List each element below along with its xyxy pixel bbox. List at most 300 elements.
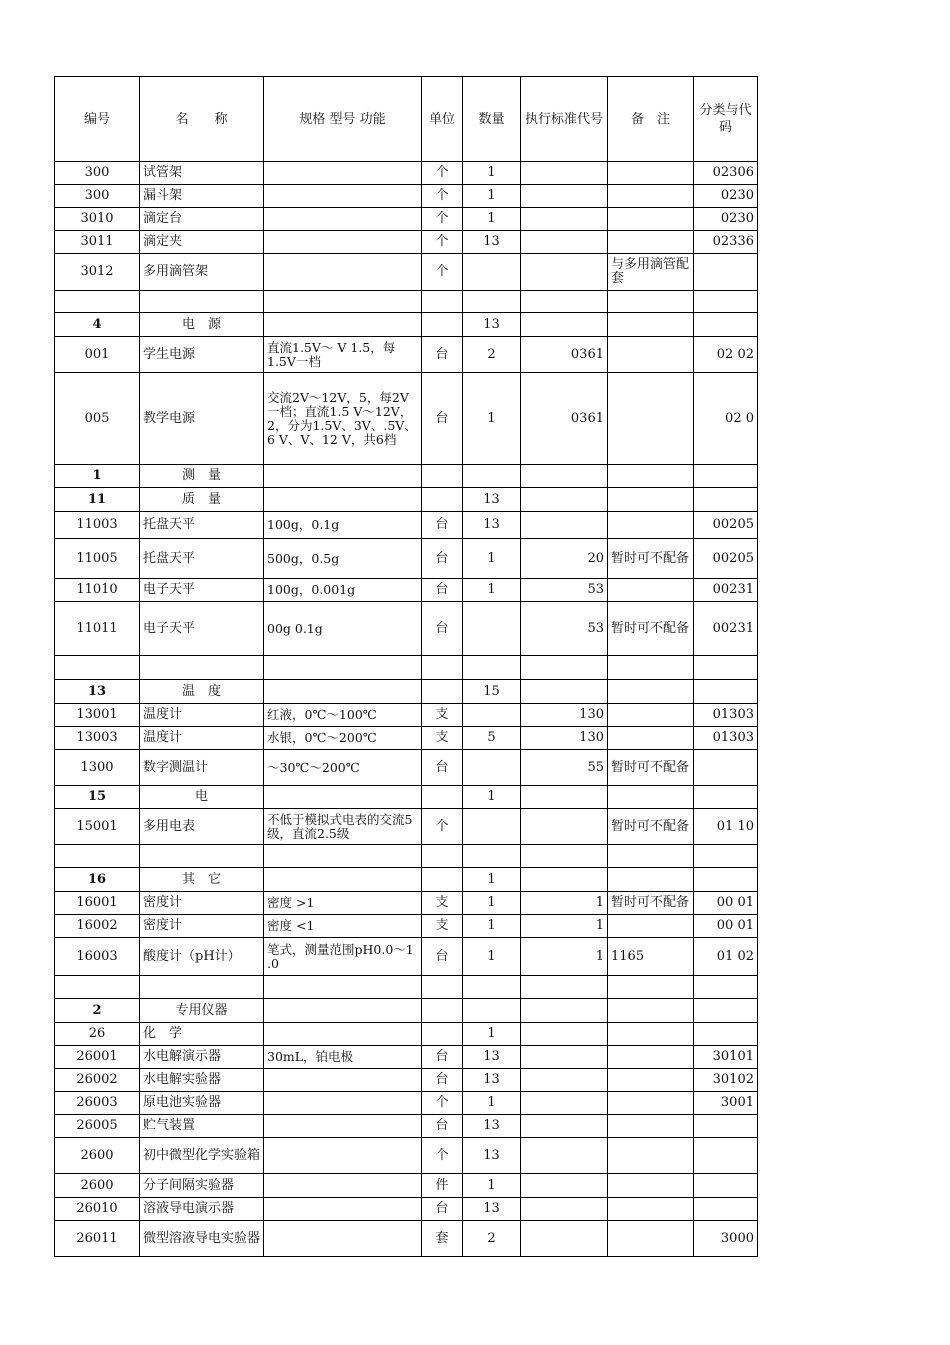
cell-name [140, 976, 264, 999]
cell-code [55, 845, 140, 868]
cell-unit [422, 999, 463, 1023]
cell-unit: 台 [422, 750, 463, 786]
cell-spec [264, 1069, 422, 1092]
cell-standard [521, 1115, 608, 1138]
cell-quantity: 1 [463, 373, 521, 465]
cell-code: 001 [55, 337, 140, 373]
table-row [55, 1115, 758, 1138]
cell-unit: 个 [422, 185, 463, 208]
cell-name: 多用滴管架 [140, 254, 264, 291]
cell-unit [422, 680, 463, 704]
cell-category-code [694, 786, 758, 809]
table-row [55, 1046, 758, 1069]
cell-quantity [463, 465, 521, 488]
cell-category-code [694, 656, 758, 680]
cell-quantity [463, 750, 521, 786]
table-row [55, 539, 758, 579]
table-row [55, 373, 758, 465]
cell-quantity: 1 [463, 185, 521, 208]
cell-code: 26003 [55, 1092, 140, 1115]
cell-category-code: 01303 [694, 704, 758, 727]
blank-row [55, 845, 758, 868]
cell-code: 3011 [55, 231, 140, 254]
cell-code: 26 [55, 1023, 140, 1046]
cell-code: 11011 [55, 602, 140, 656]
cell-code: 300 [55, 162, 140, 185]
cell-code: 16003 [55, 938, 140, 976]
cell-category-code [694, 750, 758, 786]
cell-quantity: 2 [463, 337, 521, 373]
cell-spec [264, 162, 422, 185]
cell-standard [521, 1069, 608, 1092]
cell-category-code [694, 1174, 758, 1198]
cell-standard [521, 845, 608, 868]
cell-category-code: 00 01 [694, 915, 758, 938]
cell-code: 26011 [55, 1221, 140, 1257]
cell-standard: 130 [521, 727, 608, 750]
cell-quantity: 13 [463, 1115, 521, 1138]
cell-remark [608, 704, 694, 727]
cell-spec [264, 1092, 422, 1115]
cell-unit: 台 [422, 512, 463, 539]
cell-remark [608, 786, 694, 809]
cell-name: 温 度 [140, 680, 264, 704]
table-row [55, 231, 758, 254]
cell-category-code [694, 254, 758, 291]
cell-unit: 台 [422, 337, 463, 373]
table-row [55, 185, 758, 208]
table-row [55, 512, 758, 539]
table-row [55, 208, 758, 231]
cell-quantity: 13 [463, 231, 521, 254]
table-row [55, 1092, 758, 1115]
category-row [55, 999, 758, 1023]
cell-remark [608, 1069, 694, 1092]
category-row [55, 868, 758, 892]
cell-unit [422, 868, 463, 892]
cell-code: 2 [55, 999, 140, 1023]
cell-spec: 30mL，铂电极 [264, 1046, 422, 1069]
cell-quantity: 13 [463, 1069, 521, 1092]
cell-code: 13003 [55, 727, 140, 750]
cell-unit: 个 [422, 231, 463, 254]
header-quantity: 数量 [463, 77, 521, 162]
cell-name: 水电解实验器 [140, 1069, 264, 1092]
cell-quantity: 1 [463, 1174, 521, 1198]
category-row [55, 1023, 758, 1046]
cell-unit: 支 [422, 704, 463, 727]
cell-remark [608, 1198, 694, 1221]
cell-remark [608, 1221, 694, 1257]
cell-remark [608, 313, 694, 337]
cell-category-code [694, 680, 758, 704]
cell-standard [521, 809, 608, 845]
cell-name: 化 学 [140, 1023, 264, 1046]
cell-unit: 个 [422, 208, 463, 231]
cell-spec: ～30℃～200℃ [264, 750, 422, 786]
cell-quantity: 1 [463, 915, 521, 938]
cell-remark [608, 845, 694, 868]
cell-quantity [463, 976, 521, 999]
cell-standard [521, 1046, 608, 1069]
cell-name: 托盘天平 [140, 539, 264, 579]
cell-quantity: 1 [463, 539, 521, 579]
table-row [55, 1198, 758, 1221]
cell-quantity [463, 845, 521, 868]
category-row [55, 680, 758, 704]
cell-remark [608, 162, 694, 185]
cell-quantity [463, 809, 521, 845]
table-row [55, 1221, 758, 1257]
cell-remark [608, 291, 694, 313]
cell-quantity: 1 [463, 868, 521, 892]
cell-quantity [463, 999, 521, 1023]
cell-category-code: 3001 [694, 1092, 758, 1115]
cell-unit: 支 [422, 915, 463, 938]
cell-remark [608, 1092, 694, 1115]
cell-unit [422, 488, 463, 512]
cell-name: 微型溶液导电实验器 [140, 1221, 264, 1257]
cell-remark: 暂时可不配备 [608, 750, 694, 786]
cell-standard [521, 488, 608, 512]
cell-standard [521, 1174, 608, 1198]
equipment-table [54, 76, 758, 1257]
cell-remark [608, 999, 694, 1023]
cell-name [140, 656, 264, 680]
cell-quantity: 1 [463, 786, 521, 809]
cell-unit: 台 [422, 1198, 463, 1221]
cell-name: 电 源 [140, 313, 264, 337]
table-row [55, 1069, 758, 1092]
cell-name: 数字测温计 [140, 750, 264, 786]
cell-quantity: 2 [463, 1221, 521, 1257]
cell-code [55, 291, 140, 313]
cell-spec: 水银，0℃～200℃ [264, 727, 422, 750]
cell-unit: 台 [422, 602, 463, 656]
cell-remark: 与多用滴管配套 [608, 254, 694, 291]
cell-unit: 台 [422, 1115, 463, 1138]
category-row [55, 465, 758, 488]
blank-row [55, 976, 758, 999]
cell-spec [264, 868, 422, 892]
cell-remark [608, 579, 694, 602]
cell-remark [608, 337, 694, 373]
cell-category-code: 02336 [694, 231, 758, 254]
cell-standard [521, 512, 608, 539]
cell-spec [264, 488, 422, 512]
cell-remark [608, 1138, 694, 1174]
cell-category-code: 00205 [694, 512, 758, 539]
cell-spec: 100g，0.1g [264, 512, 422, 539]
cell-standard [521, 1198, 608, 1221]
cell-standard [521, 1221, 608, 1257]
cell-standard [521, 656, 608, 680]
table-row [55, 602, 758, 656]
blank-row [55, 291, 758, 313]
cell-name: 多用电表 [140, 809, 264, 845]
cell-quantity [463, 704, 521, 727]
cell-quantity: 15 [463, 680, 521, 704]
cell-category-code: 30101 [694, 1046, 758, 1069]
cell-name: 试管架 [140, 162, 264, 185]
cell-code: 005 [55, 373, 140, 465]
cell-spec: 红液，0℃～100℃ [264, 704, 422, 727]
cell-spec [264, 999, 422, 1023]
cell-name: 原电池实验器 [140, 1092, 264, 1115]
cell-standard: 0361 [521, 337, 608, 373]
cell-name: 贮气装置 [140, 1115, 264, 1138]
cell-code: 13 [55, 680, 140, 704]
cell-code: 16002 [55, 915, 140, 938]
cell-name: 初中微型化学实验箱 [140, 1138, 264, 1174]
cell-spec [264, 1115, 422, 1138]
cell-name: 质 量 [140, 488, 264, 512]
cell-code: 4 [55, 313, 140, 337]
cell-remark [608, 231, 694, 254]
cell-spec: 00g 0.1g [264, 602, 422, 656]
cell-spec [264, 208, 422, 231]
cell-quantity: 5 [463, 727, 521, 750]
cell-name: 密度计 [140, 892, 264, 915]
cell-spec: 100g，0.001g [264, 579, 422, 602]
table-row [55, 1138, 758, 1174]
cell-unit: 套 [422, 1221, 463, 1257]
cell-unit: 个 [422, 254, 463, 291]
cell-spec [264, 1023, 422, 1046]
cell-category-code: 00205 [694, 539, 758, 579]
cell-unit: 个 [422, 1092, 463, 1115]
cell-name: 其 它 [140, 868, 264, 892]
cell-remark: 暂时可不配备 [608, 539, 694, 579]
cell-code: 3012 [55, 254, 140, 291]
cell-remark: 暂时可不配备 [608, 602, 694, 656]
cell-spec: 交流2V～12V，5，每2V一档；直流1.5 V～12V，2，分为1.5V、3V、.5V、6 V、V、12 V，共6档 [264, 373, 422, 465]
cell-name: 滴定夹 [140, 231, 264, 254]
cell-standard [521, 680, 608, 704]
cell-unit: 个 [422, 1138, 463, 1174]
cell-quantity: 13 [463, 313, 521, 337]
cell-category-code [694, 1115, 758, 1138]
cell-code: 15 [55, 786, 140, 809]
cell-standard: 1 [521, 892, 608, 915]
cell-standard [521, 1092, 608, 1115]
table-row [55, 915, 758, 938]
cell-remark [608, 976, 694, 999]
cell-unit: 支 [422, 727, 463, 750]
cell-code: 16001 [55, 892, 140, 915]
cell-unit [422, 976, 463, 999]
cell-unit: 个 [422, 809, 463, 845]
cell-code: 2600 [55, 1138, 140, 1174]
cell-code: 26005 [55, 1115, 140, 1138]
cell-category-code: 01 02 [694, 938, 758, 976]
cell-remark [608, 1023, 694, 1046]
cell-category-code: 02306 [694, 162, 758, 185]
header-remark: 备 注 [608, 77, 694, 162]
cell-spec [264, 313, 422, 337]
cell-remark [608, 1174, 694, 1198]
cell-unit [422, 465, 463, 488]
cell-standard: 53 [521, 602, 608, 656]
header-spec: 规格 型号 功能 [264, 77, 422, 162]
cell-unit: 台 [422, 373, 463, 465]
cell-category-code [694, 999, 758, 1023]
cell-category-code: 3000 [694, 1221, 758, 1257]
cell-standard: 55 [521, 750, 608, 786]
blank-row [55, 656, 758, 680]
table-row [55, 809, 758, 845]
cell-code [55, 656, 140, 680]
cell-code: 300 [55, 185, 140, 208]
cell-name: 电 [140, 786, 264, 809]
cell-remark [608, 488, 694, 512]
cell-category-code [694, 1138, 758, 1174]
cell-spec [264, 1138, 422, 1174]
cell-code: 26010 [55, 1198, 140, 1221]
cell-category-code: 01 10 [694, 809, 758, 845]
cell-unit [422, 291, 463, 313]
cell-name [140, 291, 264, 313]
cell-standard [521, 313, 608, 337]
cell-code: 11010 [55, 579, 140, 602]
cell-standard [521, 291, 608, 313]
cell-category-code: 00 01 [694, 892, 758, 915]
cell-standard: 1 [521, 938, 608, 976]
cell-quantity: 1 [463, 1092, 521, 1115]
cell-spec [264, 976, 422, 999]
cell-standard: 130 [521, 704, 608, 727]
cell-category-code [694, 976, 758, 999]
cell-remark [608, 680, 694, 704]
cell-standard [521, 999, 608, 1023]
cell-name: 托盘天平 [140, 512, 264, 539]
cell-standard [521, 1138, 608, 1174]
cell-name: 溶液导电演示器 [140, 1198, 264, 1221]
cell-code: 3010 [55, 208, 140, 231]
cell-spec [264, 845, 422, 868]
cell-unit: 件 [422, 1174, 463, 1198]
cell-spec: 500g，0.5g [264, 539, 422, 579]
cell-name: 分子间隔实验器 [140, 1174, 264, 1198]
cell-standard [521, 208, 608, 231]
cell-unit [422, 786, 463, 809]
cell-name: 教学电源 [140, 373, 264, 465]
cell-remark [608, 1115, 694, 1138]
cell-remark: 暂时可不配备 [608, 892, 694, 915]
cell-code: 2600 [55, 1174, 140, 1198]
cell-unit [422, 656, 463, 680]
cell-standard: 20 [521, 539, 608, 579]
cell-category-code: 02 0 [694, 373, 758, 465]
cell-unit: 台 [422, 539, 463, 579]
cell-standard [521, 185, 608, 208]
cell-standard [521, 786, 608, 809]
table-row [55, 579, 758, 602]
cell-spec: 笔式，测量范围pH0.0～1 .0 [264, 938, 422, 976]
cell-category-code [694, 465, 758, 488]
cell-quantity: 13 [463, 1046, 521, 1069]
table-row [55, 704, 758, 727]
cell-code: 16 [55, 868, 140, 892]
cell-unit [422, 313, 463, 337]
cell-category-code: 30102 [694, 1069, 758, 1092]
table-row [55, 1174, 758, 1198]
cell-remark [608, 915, 694, 938]
cell-category-code [694, 1023, 758, 1046]
table-row [55, 750, 758, 786]
cell-category-code: 01303 [694, 727, 758, 750]
cell-remark [608, 465, 694, 488]
cell-quantity: 13 [463, 1138, 521, 1174]
cell-category-code [694, 488, 758, 512]
cell-spec [264, 1198, 422, 1221]
cell-quantity [463, 291, 521, 313]
header-row [55, 77, 758, 162]
cell-spec [264, 1174, 422, 1198]
cell-standard [521, 231, 608, 254]
cell-category-code [694, 291, 758, 313]
cell-quantity: 1 [463, 938, 521, 976]
cell-category-code: 02 02 [694, 337, 758, 373]
cell-quantity: 1 [463, 208, 521, 231]
cell-code: 13001 [55, 704, 140, 727]
cell-quantity: 1 [463, 1023, 521, 1046]
cell-code: 26001 [55, 1046, 140, 1069]
header-standard: 执行标准代号 [521, 77, 608, 162]
cell-quantity: 1 [463, 579, 521, 602]
cell-category-code: 0230 [694, 208, 758, 231]
cell-standard: 1 [521, 915, 608, 938]
cell-remark: 暂时可不配备 [608, 809, 694, 845]
category-row [55, 313, 758, 337]
cell-standard [521, 162, 608, 185]
cell-standard [521, 868, 608, 892]
cell-name: 酸度计（pH计） [140, 938, 264, 976]
cell-category-code: 0230 [694, 185, 758, 208]
cell-category-code: 00231 [694, 602, 758, 656]
cell-code: 11005 [55, 539, 140, 579]
cell-category-code [694, 845, 758, 868]
cell-name: 专用仪器 [140, 999, 264, 1023]
cell-standard [521, 254, 608, 291]
table-row [55, 892, 758, 915]
cell-spec [264, 231, 422, 254]
cell-quantity: 13 [463, 488, 521, 512]
cell-spec [264, 680, 422, 704]
table-row [55, 254, 758, 291]
cell-remark [608, 1046, 694, 1069]
cell-spec: 密度 <1 [264, 915, 422, 938]
cell-name: 测 量 [140, 465, 264, 488]
cell-name: 水电解演示器 [140, 1046, 264, 1069]
cell-quantity [463, 602, 521, 656]
table-row [55, 938, 758, 976]
cell-code: 1 [55, 465, 140, 488]
category-row [55, 488, 758, 512]
cell-name: 电子天平 [140, 602, 264, 656]
cell-code: 11 [55, 488, 140, 512]
cell-name: 滴定台 [140, 208, 264, 231]
cell-code: 11003 [55, 512, 140, 539]
cell-unit [422, 1023, 463, 1046]
cell-spec [264, 254, 422, 291]
cell-category-code [694, 868, 758, 892]
cell-name: 学生电源 [140, 337, 264, 373]
cell-code: 1300 [55, 750, 140, 786]
cell-remark [608, 727, 694, 750]
cell-unit: 支 [422, 892, 463, 915]
cell-category-code [694, 1198, 758, 1221]
